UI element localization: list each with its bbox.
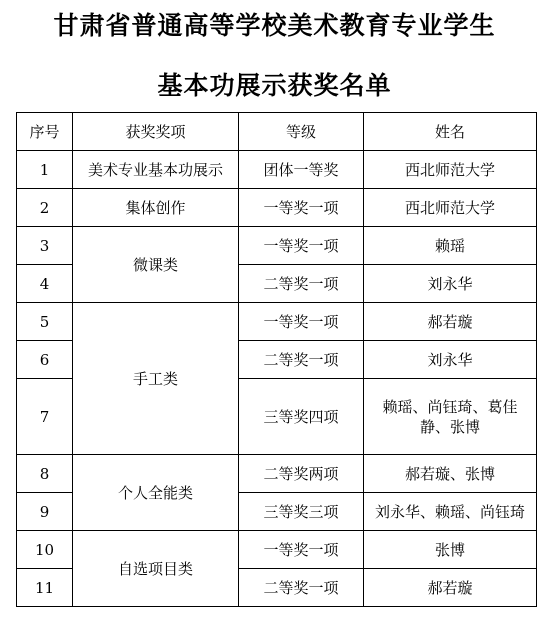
- award-level: 三等奖三项: [239, 493, 364, 531]
- header-item: 获奖奖项: [73, 113, 239, 151]
- award-level: 一等奖一项: [239, 303, 364, 341]
- table-row: [17, 531, 537, 569]
- table-row: [17, 189, 537, 227]
- winner-name: 郝若璇: [364, 569, 537, 607]
- table-header-row: [17, 113, 537, 151]
- row-number: 3: [17, 227, 73, 265]
- award-level: 二等奖两项: [239, 455, 364, 493]
- title-line-2: 基本功展示获奖名单: [157, 71, 392, 100]
- row-number: 10: [17, 531, 73, 569]
- row-number: 1: [17, 151, 73, 189]
- award-item: 自选项目类: [73, 531, 239, 607]
- row-number: 8: [17, 455, 73, 493]
- winner-name: 赖瑶: [364, 227, 537, 265]
- row-number: 6: [17, 341, 73, 379]
- row-number: 4: [17, 265, 73, 303]
- winner-name: 张博: [364, 531, 537, 569]
- winner-name: 赖瑶、尚钰琦、葛佳静、张博: [364, 379, 537, 455]
- awards-table: [16, 112, 537, 607]
- award-level: 三等奖四项: [239, 379, 364, 455]
- row-number: 2: [17, 189, 73, 227]
- award-level: 团体一等奖: [239, 151, 364, 189]
- award-level: 一等奖一项: [239, 227, 364, 265]
- winner-name: 郝若璇、张博: [364, 455, 537, 493]
- table-row: [17, 227, 537, 265]
- award-item: 手工类: [73, 303, 239, 455]
- row-number: 5: [17, 303, 73, 341]
- winner-name: 刘永华: [364, 265, 537, 303]
- title-line-1: 甘肃省普通高等学校美术教育专业学生: [53, 11, 496, 40]
- winner-name: 西北师范大学: [364, 189, 537, 227]
- award-level: 二等奖一项: [239, 341, 364, 379]
- winner-name: 刘永华、赖瑶、尚钰琦: [364, 493, 537, 531]
- award-item: 个人全能类: [73, 455, 239, 531]
- header-no: 序号: [17, 113, 73, 151]
- award-level: 二等奖一项: [239, 569, 364, 607]
- table-row: [17, 151, 537, 189]
- award-level: 二等奖一项: [239, 265, 364, 303]
- winner-name: 郝若璇: [364, 303, 537, 341]
- table-row: [17, 303, 537, 341]
- row-number: 9: [17, 493, 73, 531]
- row-number: 11: [17, 569, 73, 607]
- award-level: 一等奖一项: [239, 189, 364, 227]
- header-name: 姓名: [364, 113, 537, 151]
- winner-name: 刘永华: [364, 341, 537, 379]
- award-item: 集体创作: [73, 189, 239, 227]
- winner-name: 西北师范大学: [364, 151, 537, 189]
- award-item: 美术专业基本功展示: [73, 151, 239, 189]
- row-number: 7: [17, 379, 73, 455]
- table-row: [17, 455, 537, 493]
- award-item: 微课类: [73, 227, 239, 303]
- header-level: 等级: [239, 113, 364, 151]
- award-level: 一等奖一项: [239, 531, 364, 569]
